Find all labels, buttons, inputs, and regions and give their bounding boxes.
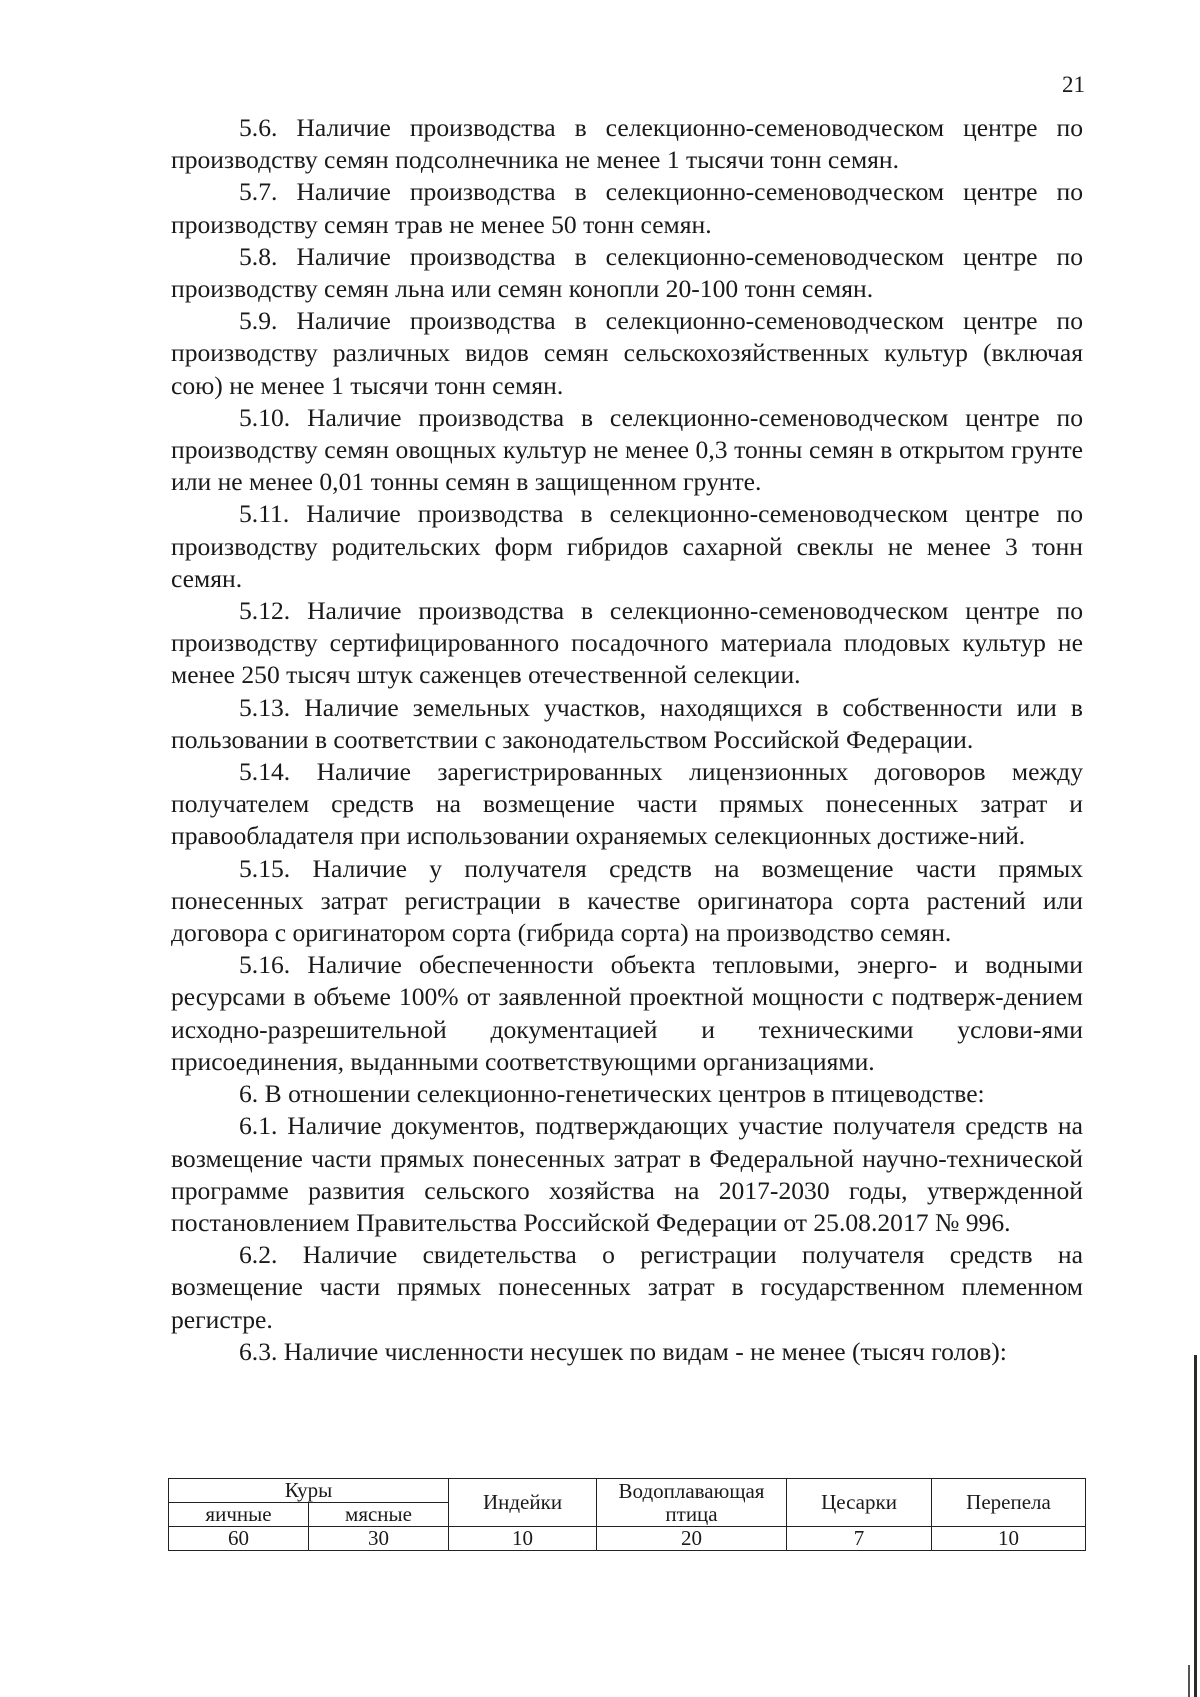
paragraph-number: 6.2. — [239, 1240, 278, 1270]
paragraph-5-9 — [171, 305, 1083, 402]
paragraph-number: 6.1. — [239, 1111, 278, 1141]
table-header-turkeys: Индейки — [449, 1479, 597, 1527]
document-body — [171, 112, 1083, 1368]
paragraph-text: Наличие производства в селекционно-семеноводческом центре по производству семян льна или семян конопли 20-100 тонн семян. — [171, 241, 1083, 304]
paragraph-number: 5.14. — [239, 757, 291, 787]
paragraph-text: Наличие у получателя средств на возмещение части прямых понесенных затрат регистрации в качестве оригинатора сорта растений или договора с оригинатором сорта (гибрида сорта) на производство семян. — [171, 853, 1084, 948]
table-cell: 20 — [597, 1527, 787, 1551]
table-row — [169, 1527, 1086, 1551]
scan-edge-line — [1194, 1355, 1197, 1697]
table-cell: 60 — [169, 1527, 309, 1551]
paragraph-5-8 — [171, 241, 1083, 305]
poultry-table — [168, 1478, 1086, 1551]
page-number: 21 — [1062, 72, 1085, 97]
paragraph-5-7 — [171, 176, 1083, 240]
paragraph-text: Наличие свидетельства о регистрации получателя средств на возмещение части прямых понесенных затрат в государственном племенном регистре. — [171, 1240, 1083, 1334]
paragraph-text: Наличие производства в селекционно-семеноводческом центре по производству различных видов семян сельскохозяйственных культур (включая сою) не менее 1 тысячи тонн семян. — [171, 306, 1083, 400]
paragraph-text: Наличие производства в селекционно-семеноводческом центре по производству родительских форм гибридов сахарной свеклы не менее 3 тонн семян. — [171, 499, 1084, 593]
paragraph-number: 6. — [239, 1079, 259, 1109]
table-header-quail: Перепела — [932, 1479, 1086, 1527]
table-subheader-egg: яичные — [169, 1503, 309, 1527]
paragraph-number: 5.12. — [239, 596, 291, 626]
paragraph-number: 5.13. — [239, 692, 291, 722]
paragraph-5-14 — [171, 756, 1083, 853]
paragraph-number: 5.15. — [239, 853, 291, 883]
paragraph-text: Наличие производства в селекционно-семеноводческом центре по производству сертифицированного посадочного материала плодовых культур не менее 250 тысяч штук саженцев отечественной селекции. — [171, 596, 1084, 690]
table-header-guinea-fowl: Цесарки — [787, 1479, 932, 1527]
paragraph-text: Наличие зарегистрированных лицензионных договоров между получателем средств на возмещение части прямых понесенных затрат и правообладателя при использовании охраняемых селекционных достиже-ний. — [171, 757, 1083, 851]
table-cell: 7 — [787, 1527, 932, 1551]
table-cell: 10 — [932, 1527, 1086, 1551]
paragraph-5-16 — [171, 949, 1083, 1078]
paragraph-number: 5.8. — [239, 241, 278, 271]
paragraph-text: Наличие земельных участков, находящихся в собственности или в пользовании в соответствии с законодательством Российской Федерации. — [171, 692, 1083, 754]
paragraph-number: 5.11. — [239, 499, 290, 529]
paragraph-6-1 — [171, 1110, 1083, 1239]
table-header-row — [169, 1479, 1086, 1503]
paragraph-5-13 — [171, 692, 1083, 756]
paragraph-text: Наличие численности несушек по видам - не менее (тысяч голов): — [283, 1336, 1007, 1366]
paragraph-6-3 — [171, 1336, 1083, 1368]
table-cell: 10 — [449, 1527, 597, 1551]
table-subheader-meat: мясные — [309, 1503, 449, 1527]
paragraph-text: Наличие обеспеченности объекта тепловыми, энерго- и водными ресурсами в объеме 100% от заявленной проектной мощности с подтверж-дением исходно-разрешительной документацией и техническими услови-ями присоединения, выданными соответствующими организациями. — [171, 950, 1083, 1076]
paragraph-5-15 — [171, 853, 1083, 950]
paragraph-number: 6.3. — [239, 1336, 278, 1366]
paragraph-number: 5.7. — [239, 177, 278, 207]
paragraph-6 — [171, 1078, 1083, 1110]
paragraph-5-10 — [171, 402, 1083, 499]
paragraph-number: 5.6. — [239, 113, 278, 142]
paragraph-6-2 — [171, 1239, 1083, 1336]
table-header-waterfowl: Водоплавающая птица — [597, 1479, 787, 1527]
paragraph-5-11 — [171, 498, 1083, 595]
paragraph-number: 5.9. — [239, 306, 278, 336]
paragraph-text: Наличие производства в селекционно-семеноводческом центре по производству семян подсолнечника не менее 1 тысячи тонн семян. — [171, 113, 1083, 175]
table-header-chickens: Куры — [169, 1479, 449, 1503]
paragraph-text: Наличие производства в селекционно-семеноводческом центре по производству семян трав не менее 50 тонн семян. — [171, 177, 1083, 239]
paragraph-text: В отношении селекционно-генетических центров в птицеводстве: — [264, 1079, 985, 1109]
paragraph-5-12 — [171, 595, 1083, 692]
scan-edge-line — [1188, 1665, 1190, 1697]
paragraph-number: 5.16. — [239, 950, 291, 980]
paragraph-text: Наличие документов, подтверждающих участие получателя средств на возмещение части прямых понесенных затрат в Федеральной научно-технической программе развития сельского хозяйства на 2017-2030 годы, утвержденной постановлением Правительства Российской Федерации от 25.08.2017 № 996. — [171, 1111, 1083, 1237]
poultry-table-container — [168, 1478, 1085, 1551]
paragraph-5-6 — [171, 112, 1083, 176]
paragraph-text: Наличие производства в селекционно-семеноводческом центре по производству семян овощных культур не менее 0,3 тонны семян в открытом грунте или не менее 0,01 тонны семян в защищенном грунте. — [171, 402, 1084, 497]
paragraph-number: 5.10. — [239, 402, 291, 432]
table-cell: 30 — [309, 1527, 449, 1551]
